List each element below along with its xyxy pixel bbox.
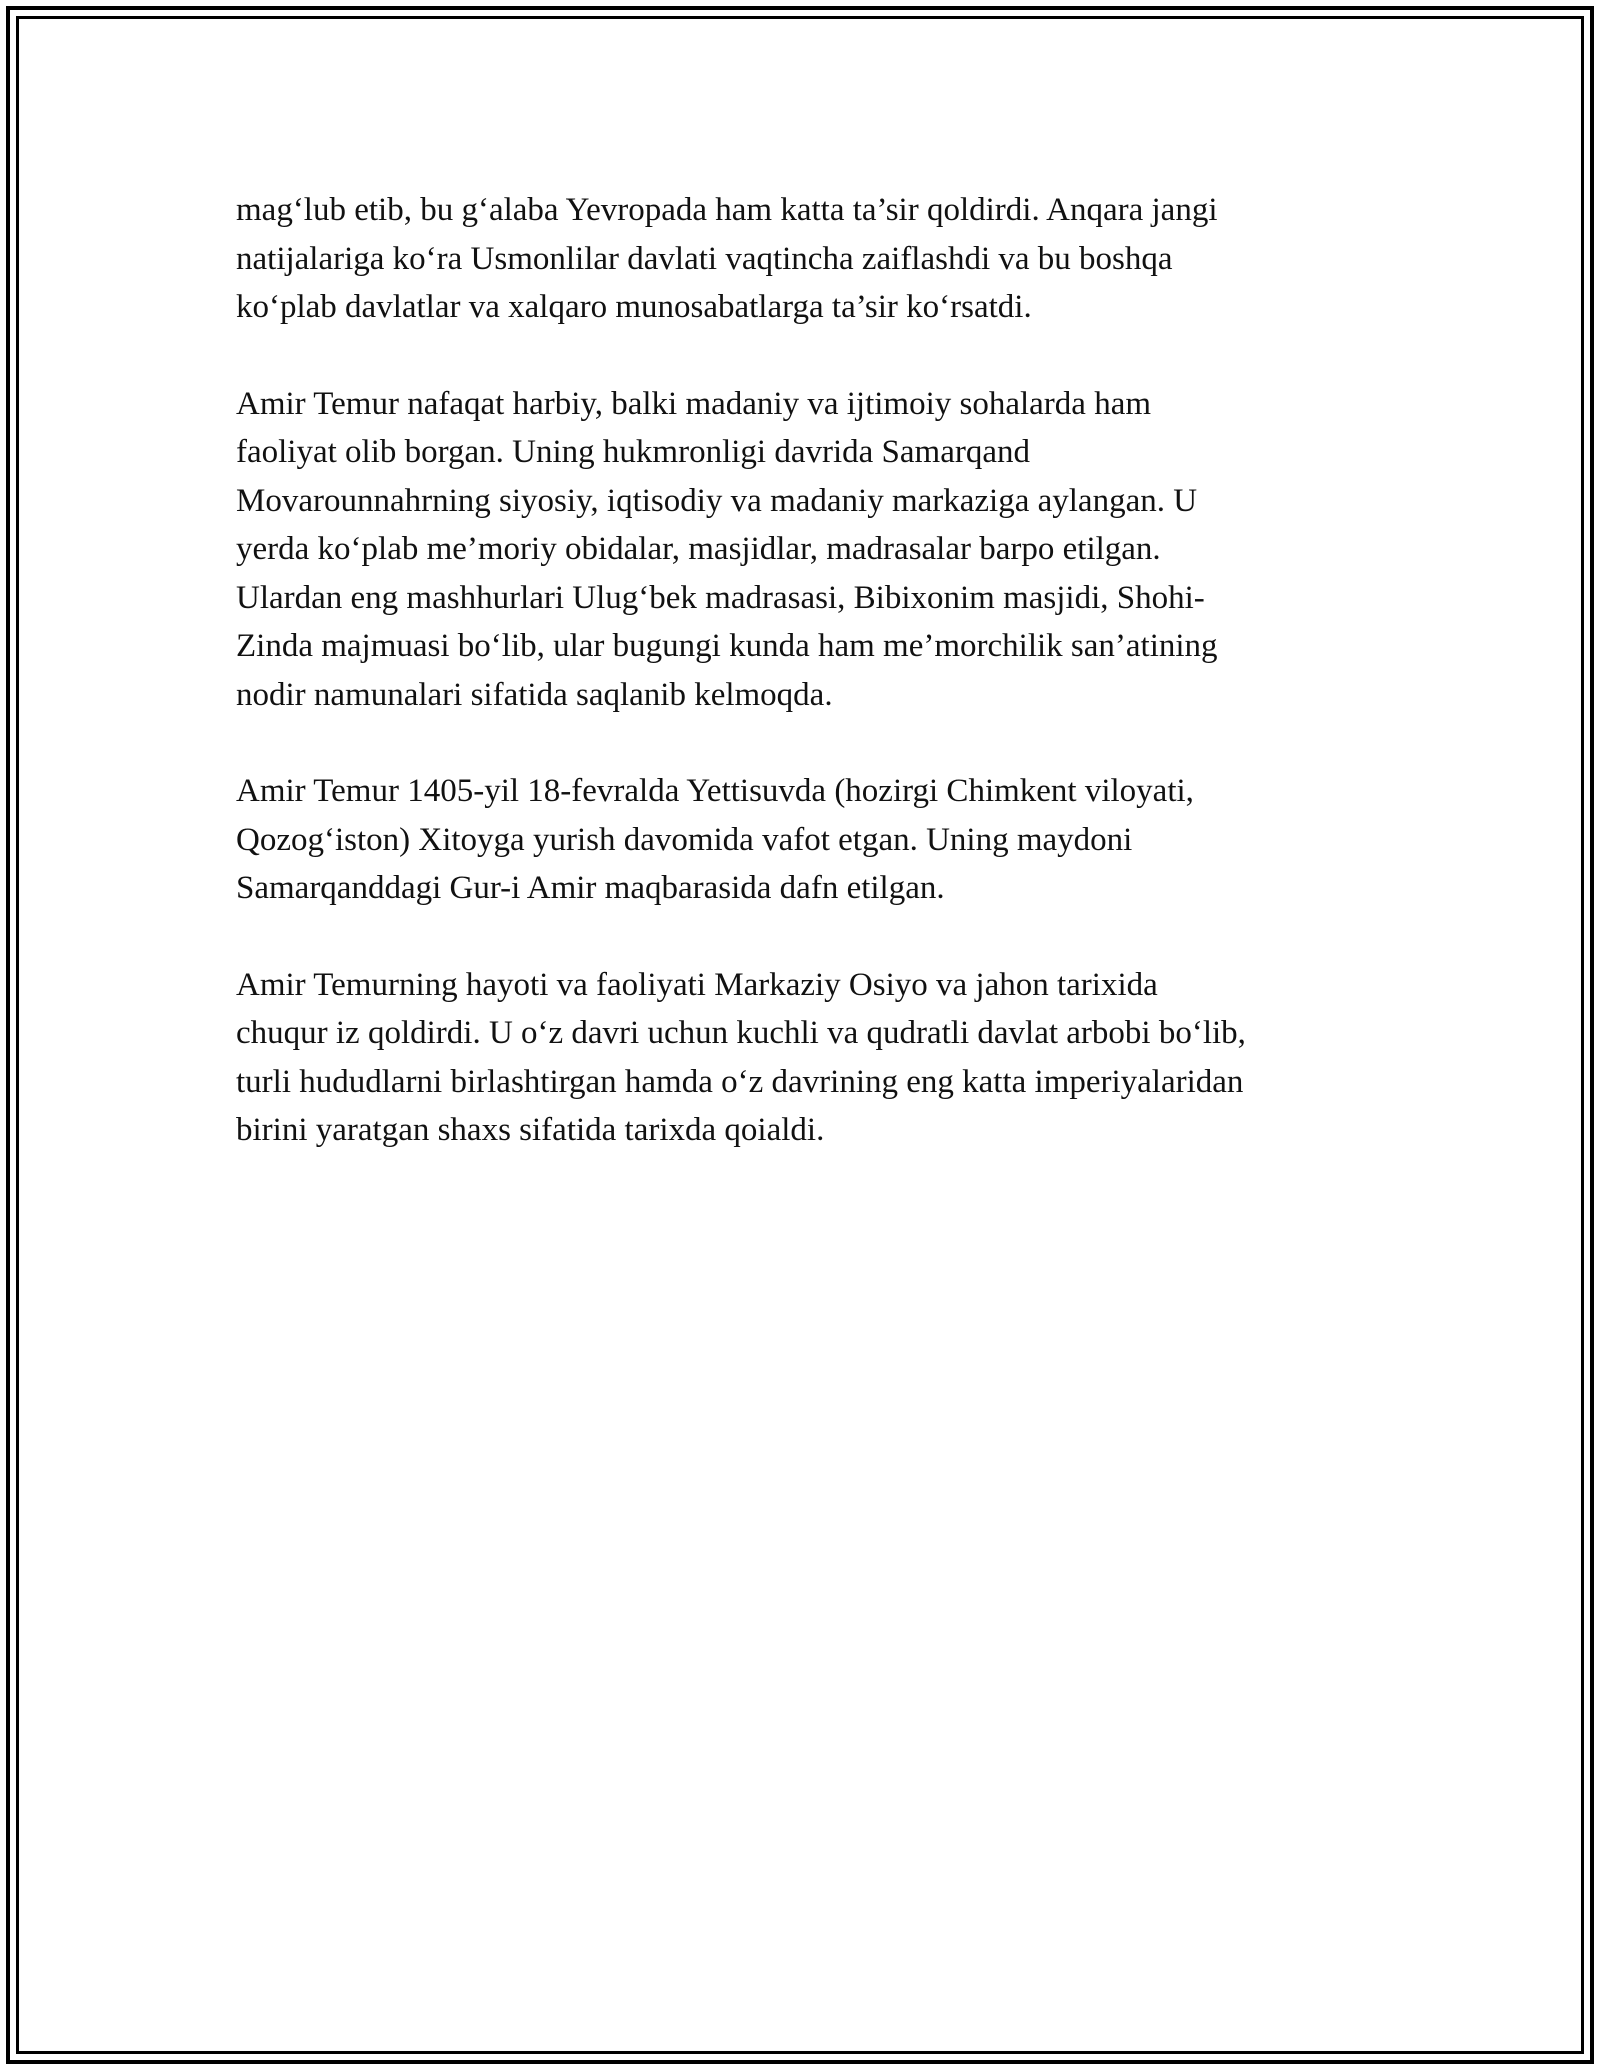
paragraph-line: Samarqanddagi Gur-i Amir maqbarasida dafn etilgan. xyxy=(236,870,945,906)
paragraph-line: Amir Temurning hayoti va faoliyati Markaziy Osiyo va jahon tarixida xyxy=(236,966,1158,1003)
paragraph-line: Movarounnahrning siyosiy, iqtisodiy va madaniy markaziga aylangan. U xyxy=(236,482,1198,519)
paragraph-line: mag‘lub etib, bu g‘alaba Yevropada ham katta ta’sir qoldirdi. Anqara jangi xyxy=(236,192,1218,228)
paragraph-line: natijalariga ko‘ra Usmonlilar davlati vaqtincha zaiflashdi va bu boshqa xyxy=(236,240,1173,277)
paragraph-line: turli hududlarni birlashtirgan hamda o‘z davrining eng katta imperiyalaridan xyxy=(236,1063,1244,1100)
paragraph-line: ko‘plab davlatlar va xalqaro munosabatlarga ta’sir ko‘rsatdi. xyxy=(236,289,1032,325)
paragraph-line: Zinda majmuasi bo‘lib, ular bugungi kunda ham me’morchilik san’atining xyxy=(236,628,1218,664)
paragraph-line: Ulardan eng mashhurlari Ulug‘bek madrasasi, Bibixonim masjidi, Shohi- xyxy=(236,579,1205,616)
paragraph-line: Amir Temur nafaqat harbiy, balki madaniy va ijtimoiy sohalarda ham xyxy=(236,385,1152,422)
paragraph-line: nodir namunalari sifatida saqlanib kelmoqda. xyxy=(236,676,833,713)
paragraph-line: faoliyat olib borgan. Uning hukmronligi davrida Samarqand xyxy=(236,434,1030,470)
paragraph-cultural-activities xyxy=(236,380,1366,720)
paragraph-line: yerda ko‘plab me’moriy obidalar, masjidlar, madrasalar barpo etilgan. xyxy=(236,531,1161,567)
paragraph-line: Qozog‘iston) Xitoyga yurish davomida vafot etgan. Uning maydoni xyxy=(236,821,1133,858)
paragraph-death-and-burial xyxy=(236,767,1366,913)
paragraph-line: birini yaratgan shaxs sifatida tarixda qoialdi. xyxy=(236,1112,825,1148)
document-body xyxy=(236,186,1366,1203)
paragraph-historical-legacy xyxy=(236,961,1366,1155)
paragraph-ankara-battle-effects xyxy=(236,186,1366,332)
paragraph-line: chuqur iz qoldirdi. U o‘z davri uchun kuchli va qudratli davlat arbobi bo‘lib, xyxy=(236,1015,1246,1051)
paragraph-line: Amir Temur 1405-yil 18-fevralda Yettisuvda (hozirgi Chimkent viloyati, xyxy=(236,773,1194,809)
